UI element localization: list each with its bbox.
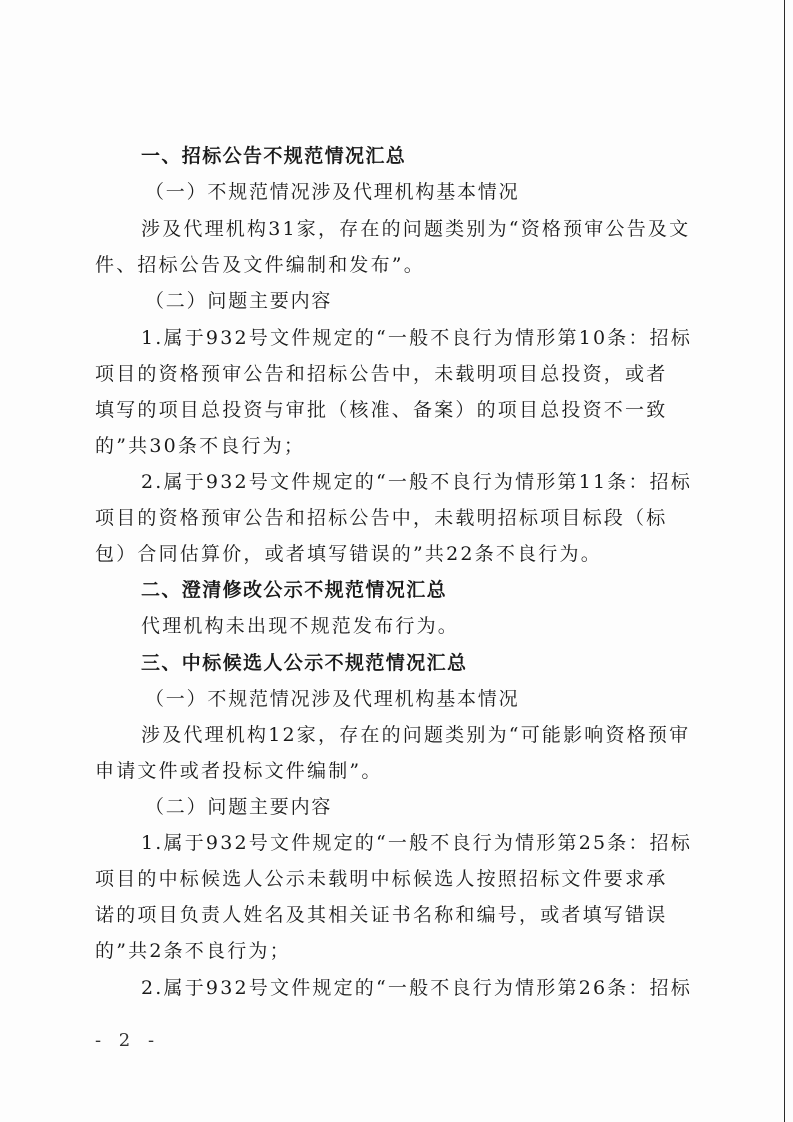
section-3-paragraph-1-line-2: 申请文件或者投标文件编制”。: [95, 760, 383, 782]
section-3-paragraph-1-line-1: 涉及代理机构12家，存在的问题类别为“可能影响资格预审: [141, 724, 691, 746]
section-1-paragraph-1-line-1: 涉及代理机构31家，存在的问题类别为“资格预审公告及文: [141, 218, 691, 240]
section-1-item-1-line-4: 的”共30条不良行为；: [95, 435, 306, 457]
page-number: - 2 -: [95, 1030, 161, 1051]
section-1-heading: 一、招标公告不规范情况汇总: [141, 145, 407, 167]
section-3-item-1-line-3: 诺的项目负责人姓名及其相关证书名称和编号，或者填写错误: [95, 904, 668, 926]
section-1-item-2-line-3: 包）合同估算价，或者填写错误的”共22条不良行为。: [95, 543, 602, 565]
section-1-item-1-line-3: 填写的项目总投资与审批（核准、备案）的项目总投资不一致: [95, 399, 668, 421]
section-3-item-1-line-4: 的”共2条不良行为；: [95, 940, 291, 962]
section-1-subheading-1: （一）不规范情况涉及代理机构基本情况: [145, 181, 520, 203]
section-3-item-1-line-2: 项目的中标候选人公示未载明中标候选人按照招标文件要求承: [95, 868, 668, 890]
section-3-heading: 三、中标候选人公示不规范情况汇总: [141, 652, 468, 674]
section-1-paragraph-1-line-2: 件、招标公告及文件编制和发布”。: [95, 254, 425, 276]
section-3-item-2-line-1: 2.属于932号文件规定的“一般不良行为情形第26条：招标: [141, 977, 693, 999]
scan-edge-line: [784, 0, 785, 1122]
section-1-item-1-line-2: 项目的资格预审公告和招标公告中，未载明项目总投资，或者: [95, 363, 668, 385]
section-3-subheading-2: （二）问题主要内容: [145, 796, 333, 818]
section-1-item-1-line-1: 1.属于932号文件规定的“一般不良行为情形第10条：招标: [141, 327, 693, 349]
section-1-item-2-line-2: 项目的资格预审公告和招标公告中，未载明招标项目标段（标: [95, 507, 668, 529]
section-1-subheading-2: （二）问题主要内容: [145, 290, 333, 312]
section-1-item-2-line-1: 2.属于932号文件规定的“一般不良行为情形第11条：招标: [141, 471, 693, 493]
section-3-item-1-line-1: 1.属于932号文件规定的“一般不良行为情形第25条：招标: [141, 832, 693, 854]
section-3-subheading-1: （一）不规范情况涉及代理机构基本情况: [145, 688, 520, 710]
section-2-heading: 二、澄清修改公示不规范情况汇总: [141, 579, 448, 601]
section-2-paragraph-1: 代理机构未出现不规范发布行为。: [141, 615, 460, 637]
